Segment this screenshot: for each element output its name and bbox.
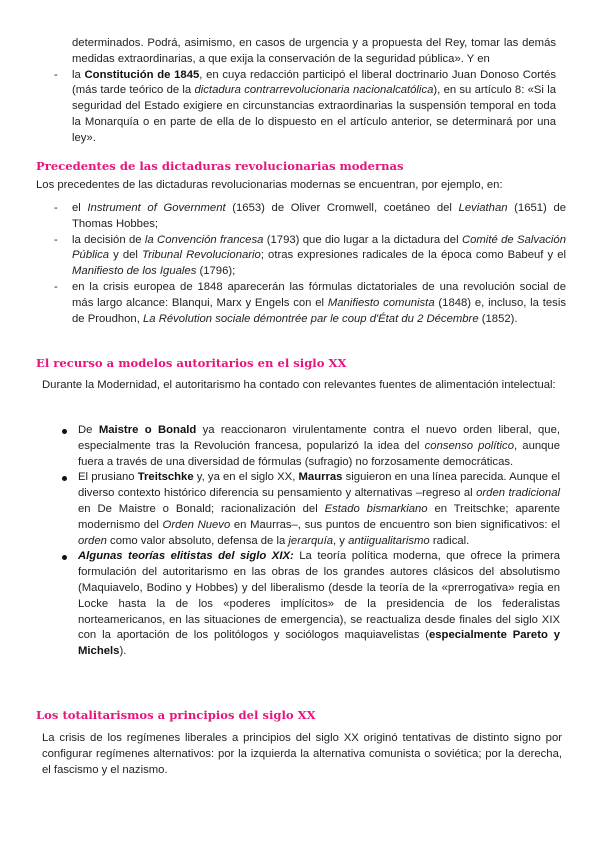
bullet-marker (62, 429, 67, 434)
section-heading-precedentes: Precedentes de las dictaduras revolucionarias modernas (36, 159, 404, 173)
section2-intro: Durante la Modernidad, el autoritarismo ha contado con relevantes fuentes de alimentación intelectual: (42, 379, 556, 391)
precedentes-list (36, 201, 566, 327)
list-item: - el Instrument of Government (1653) de Oliver Cromwell, coetáneo del Leviathan (1651) de Thomas Hobbes; (54, 202, 567, 230)
section1-intro: Los precedentes de las dictaduras revolucionarias modernas se encuentran, por ejemplo, en: (36, 179, 503, 191)
bullet-marker (62, 476, 67, 481)
autoritarismo-list (36, 423, 560, 660)
continuation-paragraph: determinados. Podrá, asimismo, en casos de urgencia y a propuesta del Rey, tomar las demás medidas extraordinarias, a que exija la conservación de la seguridad pública». Y en (72, 37, 556, 65)
dash-marker: - (54, 233, 58, 246)
dash-marker: - (54, 280, 58, 293)
dash-marker: - (54, 202, 58, 214)
list-item: - la Constitución de 1845, en cuya redacción participó el liberal doctrinario Juan Donoso Cortés (más tarde teórico de la dictadura contrarrevolucionaria nacionalcatólica), en su artículo 8: «Si la seguridad del Estado exigiere en circunstancias extraordinarias la suspensión temporal en toda la Monarquía o en parte de ella de lo dispuesto en el artículo anterior, se determinará por una ley». (54, 68, 557, 144)
section3-text: La crisis de los regímenes liberales a principios del siglo XX originó tentativas de distinto signo por configurar regímenes alternativos: por la izquierda la alternativa comunista o soviética; por la derecha, el fascismo y el nazismo. (42, 732, 562, 776)
list-item: - en la crisis europea de 1848 aparecerán las fórmulas dictatoriales de una revolución social de más largo alcance: Blanqui, Marx y Engels con el Manifiesto comunista (1848) e, incluso, la tesis de Proudhon, La Révolution sociale démontrée par le coup d'État du 2 Décembre (1852). (54, 280, 566, 325)
bullet-marker (62, 555, 67, 560)
list-item: Algunas teorías elitistas del siglo XIX: La teoría política moderna, que ofrece la primera formulación del autoritarismo en las obras de los grandes autores clásicos del absolutismo (Maquiavelo, Bodino y Hobbes) y del liberalismo (desde la teoría de la «prerrogativa» regia en Locke hasta la de los «poderes implícitos» de la presidencia de los federalistas norteamericanos, en las situaciones de emergencia), se reactualiza desde finales del siglo XIX con la aportación de los politólogos y sociólogos maquiavelistas (especialmente Pareto y Michels). (36, 549, 560, 660)
list-item: El prusiano Treitschke y, ya en el siglo XX, Maurras siguieron en una línea parecida. Aunque el diverso contexto histórico diferencia su pensamiento y alternativas –regreso al orden tradicional en De Maistre o Bonald; racionalización del Estado bismarkiano en Treitschke; aparente modernismo del Orden Nuevo en Maurras–, sus puntos de encuentro son bien significativos: el orden como valor absoluto, defensa de la jerarquía, y antiigualitarismo radical. (36, 470, 560, 549)
list-item: De Maistre o Bonald ya reaccionaron virulentamente contra el nuevo orden liberal, que, especialmente tras la Revolución francesa, popularizó la idea del consenso político, aunque fuera a través de una diversidad de fórmulas (sufragio) no forzosamente democráticas. (36, 423, 560, 470)
dash-marker: - (54, 68, 58, 81)
section-heading-autoritarios: El recurso a modelos autoritarios en el siglo XX (36, 356, 347, 370)
list-item: - la decisión de la Convención francesa (1793) que dio lugar a la dictadura del Comité de Salvación Pública y del Tribunal Revolucionario; otras expresiones radicales de la época como Babeuf y el Manifiesto de los Iguales (1796); (54, 233, 567, 278)
intro-continuation (36, 36, 556, 147)
section-heading-totalitarismos: Los totalitarismos a principios del siglo XX (36, 708, 316, 722)
constitution-list (36, 68, 556, 147)
constitution-1845: Constitución de 1845 (84, 68, 200, 81)
